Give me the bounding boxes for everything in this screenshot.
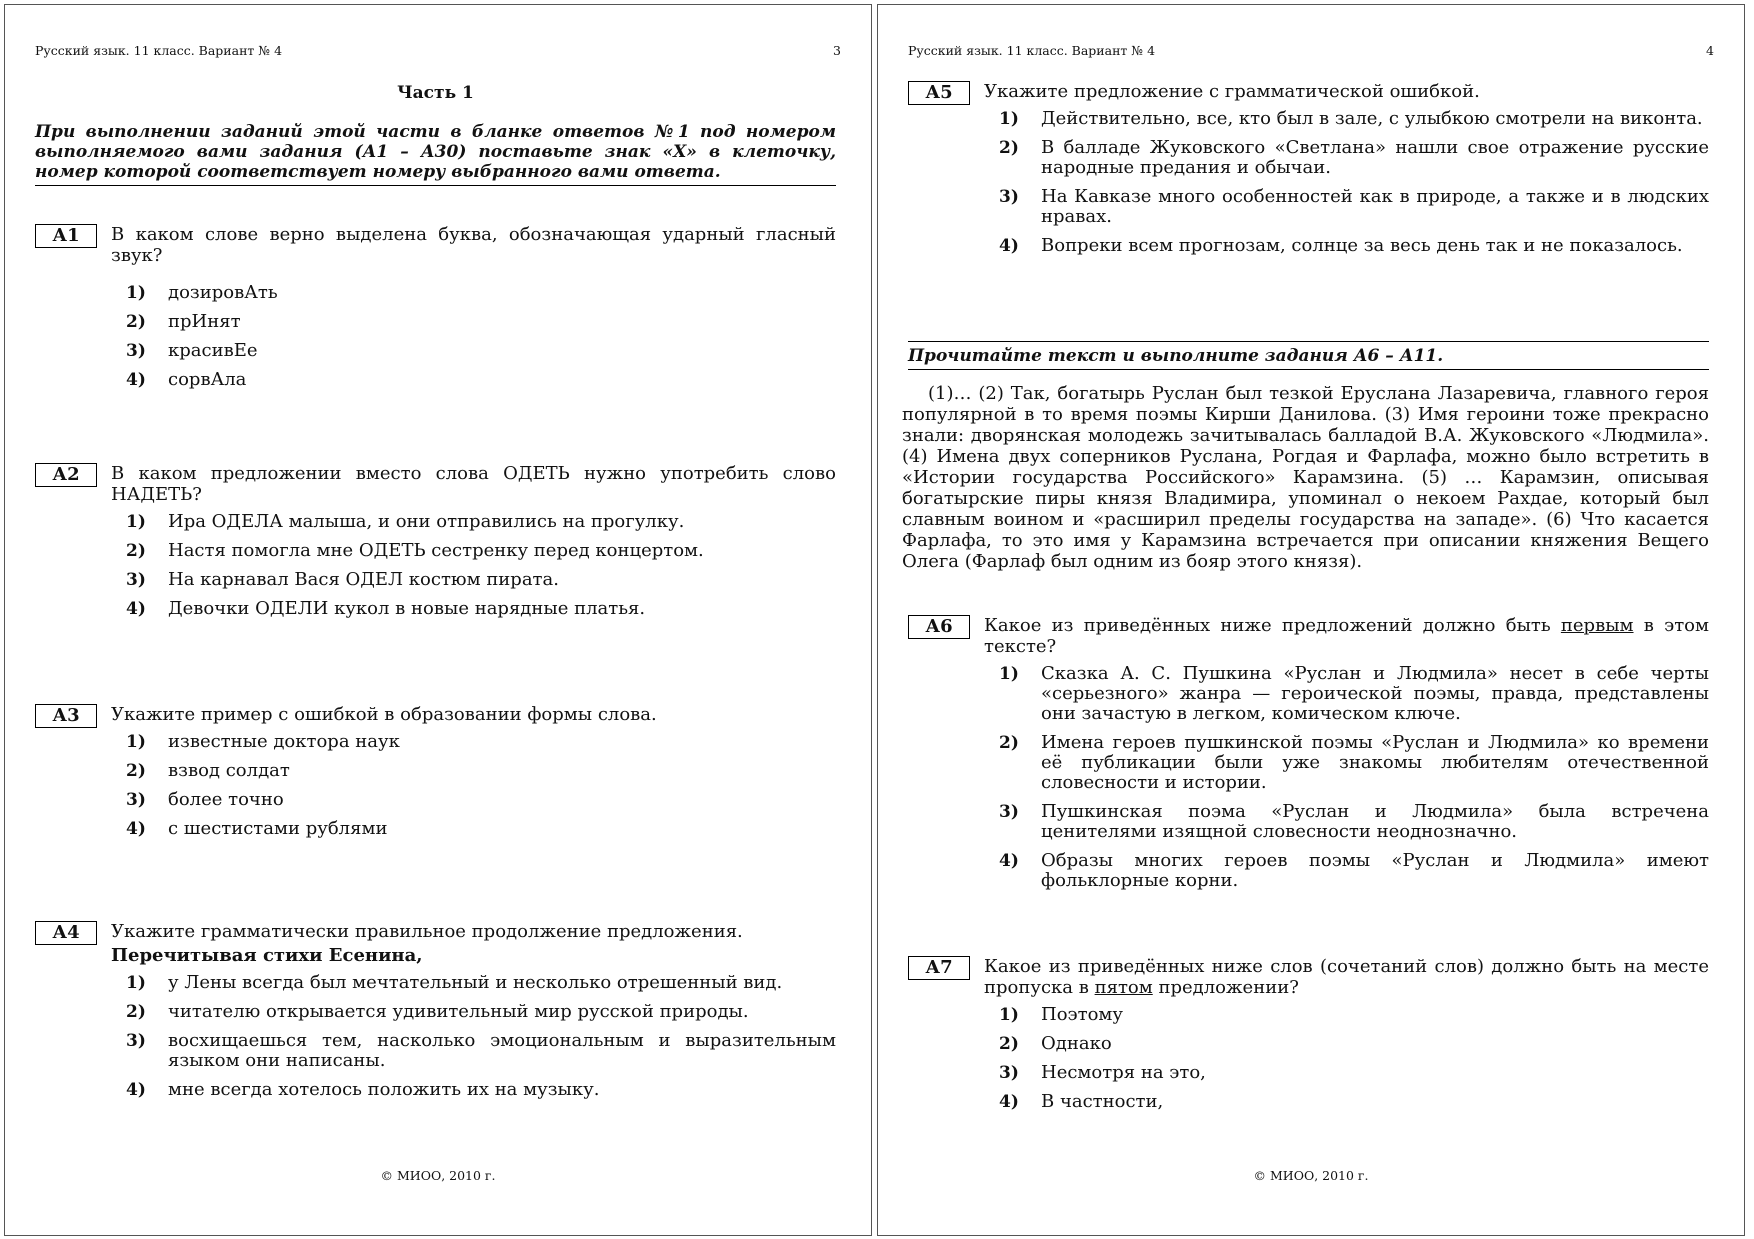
option-text: В балладе Жуковского «Светлана» нашли свое отражение русские народные предания и обычаи.: [1041, 137, 1709, 178]
page-footer: © МИОО, 2010 г.: [1253, 1168, 1369, 1183]
question-text: Укажите пример с ошибкой в образовании формы слова.: [111, 704, 657, 725]
option-text: Однако: [1041, 1033, 1112, 1054]
answer-option[interactable]: [999, 850, 1709, 891]
option-number: 1 ): [999, 664, 1019, 684]
left-page: [4, 4, 872, 1236]
answer-option[interactable]: [999, 1004, 1709, 1025]
option-number: 4 ): [126, 819, 146, 839]
right-page: [877, 4, 1745, 1236]
answer-options: [35, 973, 836, 1100]
question-underlined: пятом: [1094, 977, 1153, 998]
option-number: 1 ): [126, 283, 146, 303]
option-number: 2 ): [126, 312, 146, 332]
question-part: Какое из приведённых ниже слов (сочетаний слов) должно быть на месте пропуска в: [984, 956, 1709, 998]
answer-option[interactable]: [126, 789, 836, 810]
answer-option[interactable]: [999, 235, 1709, 256]
option-number: 3 ): [126, 570, 146, 590]
option-text: с шестистами рублями: [168, 818, 388, 839]
reading-passage: (1)… (2) Так, богатырь Руслан был тезкой Еруслана Лазаревича, главного героя популярной в то время поэмы Кирши Данилова. (3) Имя героини тоже прекрасно знали: дворянская молодежь зачитывалась балладой В.А. Жуковского «Людмила». (4) Имена двух соперников Руслана, Рогдая и Фарлафа, можно было встретить в «Истории государства Российского» Карамзина. (5) … Карамзин, описывая богатырские пиры князя Владимира, упоминал о некоем Рахдае, который был славным воином и «расширил пределы государства на западе». (6) Что касается Фарлафа, то это имя у Карамзина встречается при описании княжения Вещего Олега (Фарлаф был одним из бояр этого князя).: [902, 383, 1709, 572]
answer-option[interactable]: [126, 1079, 836, 1100]
option-number: 2 ): [999, 733, 1019, 753]
task-a1: [35, 224, 836, 390]
reading-instruction: Прочитайте текст и выполните задания А6 – А11.: [908, 341, 1709, 370]
task-label: А4: [35, 921, 97, 945]
task-a4: [35, 921, 836, 1100]
option-number: 1 ): [126, 973, 146, 993]
answer-option[interactable]: [999, 1033, 1709, 1054]
answer-option[interactable]: [126, 311, 836, 332]
question-text: [111, 921, 836, 966]
option-number: 3 ): [999, 187, 1019, 207]
task-a3: [35, 704, 836, 839]
task-label: А7: [908, 956, 970, 980]
header-title: Русский язык. 11 класс. Вариант № 4: [35, 43, 283, 58]
answer-option[interactable]: [126, 282, 836, 303]
task-a2: [35, 463, 836, 619]
answer-option[interactable]: [126, 1001, 836, 1022]
task-label: А6: [908, 615, 970, 639]
option-text: На Кавказе много особенностей как в природе, а также и в людских нравах.: [1041, 186, 1709, 227]
option-text: Имена героев пушкинской поэмы «Руслан и Людмила» ко времени её публикации были уже знакомы любителям отечественной словесности и истории.: [1041, 732, 1709, 793]
answer-option[interactable]: [126, 511, 836, 532]
option-text: Настя помогла мне ОДЕТЬ сестренку перед концертом.: [168, 540, 704, 561]
option-number: 4 ): [126, 370, 146, 390]
option-text: более точно: [168, 789, 284, 810]
page-number: 4: [1706, 43, 1714, 58]
option-number: 2 ): [126, 761, 146, 781]
answer-option[interactable]: [126, 760, 836, 781]
option-text: Поэтому: [1041, 1004, 1124, 1025]
answer-options: [35, 512, 836, 619]
question-text: [984, 956, 1709, 998]
option-text: восхищаешься тем, насколько эмоциональным и выразительным языком они написаны.: [168, 1030, 836, 1071]
answer-options: [35, 283, 836, 390]
option-number: 3 ): [126, 1031, 146, 1051]
option-text: На карнавал Вася ОДЕЛ костюм пирата.: [168, 569, 559, 590]
answer-option[interactable]: [126, 598, 836, 619]
answer-options: [35, 732, 836, 839]
option-text: Ира ОДЕЛА малыша, и они отправились на прогулку.: [168, 511, 685, 532]
question-part: Какое из приведённых ниже предложений должно быть: [984, 615, 1561, 636]
question-underlined: первым: [1560, 615, 1634, 636]
answer-options: [908, 109, 1709, 256]
option-number: 2 ): [126, 541, 146, 561]
option-text: В частности,: [1041, 1091, 1164, 1112]
option-number: 1 ): [126, 512, 146, 532]
option-text: взвод солдат: [168, 760, 290, 781]
answer-option[interactable]: [999, 186, 1709, 227]
task-a5: [908, 81, 1709, 256]
option-number: 4 ): [126, 1080, 146, 1100]
option-number: 4 ): [126, 599, 146, 619]
answer-option[interactable]: [126, 972, 836, 993]
left-content: [35, 5, 836, 1235]
question-emphasis: Перечитывая стихи Есенина,: [111, 945, 423, 966]
answer-option[interactable]: [999, 1091, 1709, 1112]
option-text: дозировАть: [168, 282, 278, 303]
option-number: 3 ): [999, 802, 1019, 822]
option-text: мне всегда хотелось положить их на музыку.: [168, 1079, 600, 1100]
answer-option[interactable]: [999, 137, 1709, 178]
option-number: 2 ): [126, 1002, 146, 1022]
header-title: Русский язык. 11 класс. Вариант № 4: [908, 43, 1156, 58]
option-number: 3 ): [126, 341, 146, 361]
answer-option[interactable]: [126, 818, 836, 839]
option-number: 3 ): [999, 1063, 1019, 1083]
option-number: 1 ): [999, 1005, 1019, 1025]
option-text: Действительно, все, кто был в зале, с улыбкою смотрели на виконта.: [1041, 108, 1703, 129]
answer-options: [908, 664, 1709, 891]
task-a7: [908, 956, 1709, 1112]
answer-options: [908, 1005, 1709, 1112]
question-text: В каком слове верно выделена буква, обозначающая ударный гласный звук?: [111, 224, 836, 266]
task-label: А2: [35, 463, 97, 487]
answer-option[interactable]: [126, 340, 836, 361]
task-label: А1: [35, 224, 97, 248]
answer-option[interactable]: [126, 569, 836, 590]
question-line: Укажите грамматически правильное продолжение предложения.: [111, 921, 743, 942]
option-number: 2 ): [999, 1034, 1019, 1054]
question-part: предложении?: [1152, 977, 1299, 998]
right-content: [902, 5, 1709, 1235]
option-number: 3 ): [126, 790, 146, 810]
task-label: А3: [35, 704, 97, 728]
page-footer: © МИОО, 2010 г.: [380, 1168, 496, 1183]
question-text: [984, 615, 1709, 657]
question-text: Укажите предложение с грамматической ошибкой.: [984, 81, 1480, 102]
option-text: Девочки ОДЕЛИ кукол в новые нарядные платья.: [168, 598, 646, 619]
option-text: Пушкинская поэма «Руслан и Людмила» была встречена ценителями изящной словесности неоднозначно.: [1041, 801, 1709, 842]
option-number: 4 ): [999, 1092, 1019, 1112]
task-label: А5: [908, 81, 970, 105]
option-text: красивЕе: [168, 340, 258, 361]
part-title: Часть 1: [397, 83, 474, 103]
option-text: Образы многих героев поэмы «Руслан и Людмила» имеют фольклорные корни.: [1041, 850, 1709, 891]
question-text: В каком предложении вместо слова ОДЕТЬ нужно употребить слово НАДЕТЬ?: [111, 463, 836, 505]
option-number: 1 ): [126, 732, 146, 752]
answer-option[interactable]: [999, 663, 1709, 724]
answer-option[interactable]: [999, 1062, 1709, 1083]
option-text: Сказка А. С. Пушкина «Руслан и Людмила» несет в себе черты «серьезного» жанра — героической поэмы, правда, представлены они зачастую в легком, комическом ключе.: [1041, 663, 1709, 724]
task-a6: [908, 615, 1709, 891]
instructions: При выполнении заданий этой части в бланке ответов №1 под номером выполняемого вами задания (А1 – А30) поставьте знак «Х» в клеточку, номер которой соответствует номеру выбранного вами ответа.: [35, 122, 836, 186]
answer-option[interactable]: [126, 731, 836, 752]
option-number: 1 ): [999, 109, 1019, 129]
option-text: известные доктора наук: [168, 731, 400, 752]
question-part: в этом тексте?: [984, 615, 1709, 657]
answer-option[interactable]: [999, 801, 1709, 842]
option-text: сорвАла: [168, 369, 247, 390]
answer-option[interactable]: [126, 369, 836, 390]
answer-option[interactable]: [126, 540, 836, 561]
option-number: 4 ): [999, 851, 1019, 871]
option-text: Вопреки всем прогнозам, солнце за весь день так и не показалось.: [1041, 235, 1683, 256]
option-number: 2 ): [999, 138, 1019, 158]
option-text: прИнят: [168, 311, 241, 332]
option-text: Несмотря на это,: [1041, 1062, 1206, 1083]
answer-option[interactable]: [999, 732, 1709, 793]
option-text: читателю открывается удивительный мир русской природы.: [168, 1001, 749, 1022]
answer-option[interactable]: [126, 1030, 836, 1071]
option-text: у Лены всегда был мечтательный и несколько отрешенный вид.: [168, 972, 783, 993]
option-number: 4 ): [999, 236, 1019, 256]
answer-option[interactable]: [999, 108, 1709, 129]
page-number: 3: [833, 43, 841, 58]
